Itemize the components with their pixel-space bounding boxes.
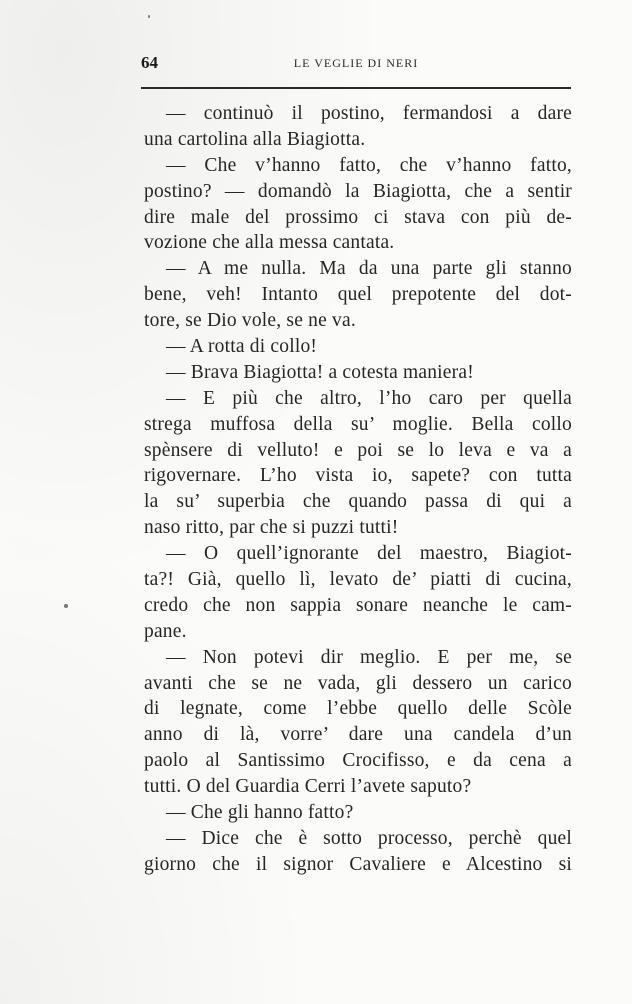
text-line: una cartolina alla Biagiotta.: [144, 128, 366, 150]
text-line: pane.: [144, 620, 187, 642]
text-line: postino? — domandò la Biagiotta, che a sentir: [144, 180, 572, 202]
speck-mark: [148, 15, 150, 18]
text-line: tutti. O del Guardia Cerri l’avete saputo?: [144, 776, 472, 798]
text-line: — O quell’ignorante del maestro, Biagiot-: [166, 543, 572, 565]
text-line: giorno che il signor Cavaliere e Alcestino si: [144, 853, 572, 875]
header-rule: [141, 87, 571, 89]
speck-mark: [64, 604, 68, 608]
page-number: 64: [141, 53, 158, 72]
text-line: vozione che alla messa cantata.: [144, 232, 395, 254]
text-line: — E più che altro, l’ho caro per quella: [166, 387, 572, 409]
text-line: anno di là, vorre’ dare una candela d’un: [144, 724, 572, 746]
page-header: [141, 53, 571, 73]
text-line: — Dice che è sotto processo, perchè quel: [166, 827, 572, 849]
text-line: paolo al Santissimo Crocifisso, e da cena a: [144, 750, 572, 772]
text-line: tore, se Dio vole, se ne va.: [144, 310, 356, 332]
text-line: — Non potevi dir meglio. E per me, se: [166, 646, 572, 668]
text-line: strega muffosa della su’ moglie. Bella collo: [144, 413, 572, 435]
text-line: bene, veh! Intanto quel prepotente del dot-: [144, 284, 572, 306]
text-line: — A rotta di collo!: [166, 336, 318, 358]
running-title: LE VEGLIE DI NERI: [293, 56, 419, 70]
text-line: rigovernare. L’ho vista io, sapete? con tutta: [144, 465, 572, 487]
text-line: avanti che se ne vada, gli dessero un carico: [144, 672, 572, 694]
text-line: — Che gli hanno fatto?: [166, 802, 354, 824]
text-line: credo che non sappia sonare neanche le cam-: [144, 594, 572, 616]
text-line: — A me nulla. Ma da una parte gli stanno: [166, 258, 572, 280]
text-line: — Brava Biagiotta! a cotesta maniera!: [166, 361, 474, 383]
text-line: — continuò il postino, fermandosi a dare: [166, 103, 572, 124]
text-line: — Che v’hanno fatto, che v’hanno fatto,: [166, 154, 572, 176]
text-line: ta?! Già, quello lì, levato de’ piatti di cucina,: [144, 569, 572, 591]
text-line: naso ritto, par che si puzzi tutti!: [144, 517, 399, 539]
text-line: la su’ superbia che quando passa di qui a: [144, 491, 572, 513]
body-text: [144, 101, 572, 878]
text-line: di legnate, come l’ebbe quello delle Scòle: [144, 698, 572, 720]
text-line: spènsere di velluto! e poi se lo leva e va a: [144, 439, 572, 461]
text-line: dire male del prossimo ci stava con più de-: [144, 206, 572, 228]
